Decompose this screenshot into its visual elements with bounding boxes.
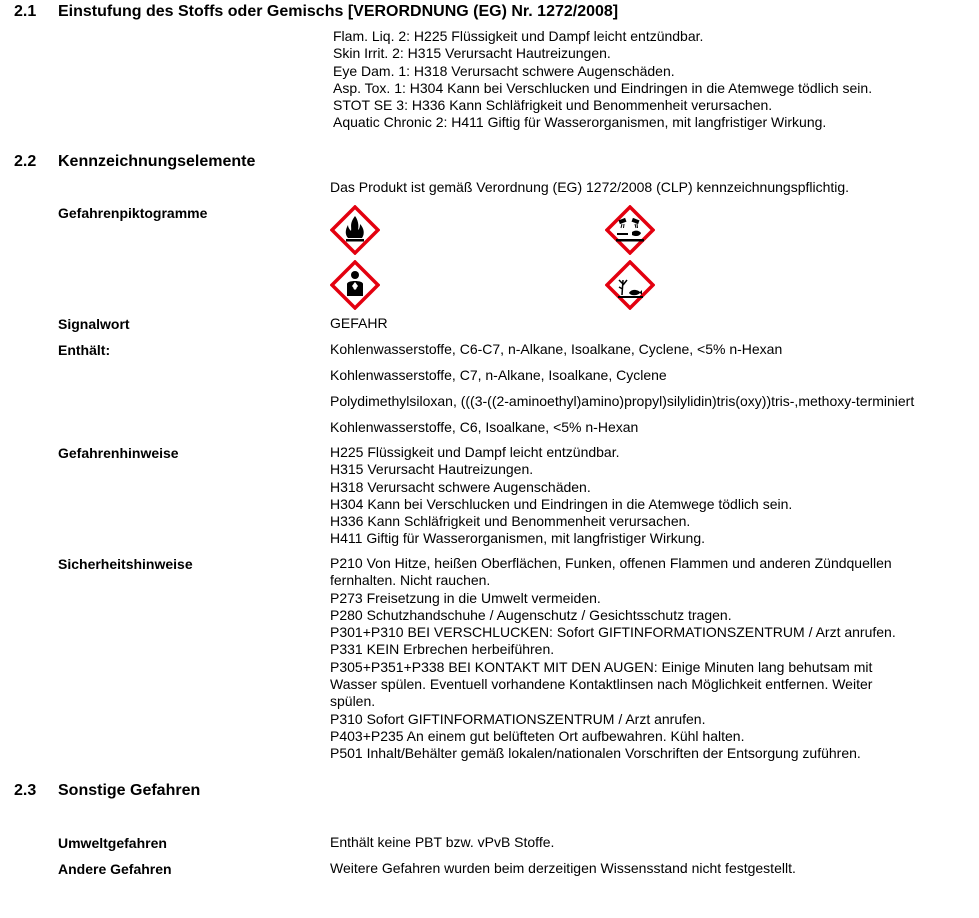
section-2-1-title: Einstufung des Stoffs oder Gemischs [VERORDNUNG (EG) Nr. 1272/2008] xyxy=(58,3,619,20)
precautionary-statement: P301+P310 BEI VERSCHLUCKEN: Sofort GIFTINFORMATIONSZENTRUM / Arzt anrufen. xyxy=(330,624,896,641)
precautionary-statement: spülen. xyxy=(330,693,376,710)
hazard-statement: H336 Kann Schläfrigkeit und Benommenheit verursachen. xyxy=(330,513,691,530)
hazard-statement: H315 Verursacht Hautreizungen. xyxy=(330,461,534,478)
precautionary-statement: P501 Inhalt/Behälter gemäß lokalen/nationalen Vorschriften der Entsorgung zuführen. xyxy=(330,745,861,762)
precautionary-statement: P210 Von Hitze, heißen Oberflächen, Funken, offenen Flammen und anderen Zündquellen xyxy=(330,555,892,571)
contains-item: Polydimethylsiloxan, (((3-((2-aminoethyl)amino)propyl)silylidin)tris(oxy))tris-,methoxy-terminiert xyxy=(330,393,915,409)
ghs-pictogram xyxy=(605,205,655,255)
health-hazard-icon xyxy=(330,260,380,310)
ghs-pictogram xyxy=(330,205,380,255)
section-2-2-number: 2.2 xyxy=(14,153,37,170)
labelling-intro: Das Produkt ist gemäß Verordnung (EG) 1272/2008 (CLP) kennzeichnungspflichtig. xyxy=(330,179,850,195)
environmental-hazards-text: Enthält keine PBT bzw. vPvB Stoffe. xyxy=(330,834,555,850)
contains-label: Enthält: xyxy=(58,342,111,358)
classification-line: Asp. Tox. 1: H304 Kann bei Verschlucken und Eindringen in die Atemwege tödlich sein. xyxy=(333,79,873,96)
signal-word-label: Signalwort xyxy=(58,316,130,332)
hazard-statement: H411 Giftig für Wasserorganismen, mit langfristiger Wirkung. xyxy=(330,530,706,547)
precautionary-statements-list xyxy=(330,555,896,763)
precautionary-statement: fernhalten. Nicht rauchen. xyxy=(330,572,491,589)
pictograms-label: Gefahrenpiktogramme xyxy=(58,205,208,221)
precautionary-statements-label: Sicherheitshinweise xyxy=(58,556,193,572)
precautionary-statement: Wasser spülen. Eventuell vorhandene Kontaktlinsen nach Möglichkeit entfernen. Weiter xyxy=(330,676,873,693)
hazard-statements-list xyxy=(330,444,792,548)
environment-icon xyxy=(605,260,655,310)
precautionary-statement: P331 KEIN Erbrechen herbeiführen. xyxy=(330,641,555,658)
classification-line: Flam. Liq. 2: H225 Flüssigkeit und Dampf leicht entzündbar. xyxy=(333,28,704,44)
hazard-statement: H225 Flüssigkeit und Dampf leicht entzündbar. xyxy=(330,444,620,460)
precautionary-statement: P310 Sofort GIFTINFORMATIONSZENTRUM / Arzt anrufen. xyxy=(330,710,706,727)
other-hazards-text: Weitere Gefahren wurden beim derzeitigen Wissensstand nicht festgestellt. xyxy=(330,860,796,876)
flame-icon xyxy=(330,205,380,255)
classification-line: Eye Dam. 1: H318 Verursacht schwere Augenschäden. xyxy=(333,62,675,79)
precautionary-statement: P273 Freisetzung in die Umwelt vermeiden. xyxy=(330,589,601,606)
environmental-hazards-label: Umweltgefahren xyxy=(58,835,167,851)
ghs-pictogram xyxy=(330,260,380,310)
classification-line: Skin Irrit. 2: H315 Verursacht Hautreizungen. xyxy=(333,45,611,62)
corrosion-icon xyxy=(605,205,655,255)
hazard-statements-label: Gefahrenhinweise xyxy=(58,445,179,461)
contains-item: Kohlenwasserstoffe, C6-C7, n-Alkane, Isoalkane, Cyclene, <5% n-Hexan xyxy=(330,341,783,357)
precautionary-statement: P403+P235 An einem gut belüfteten Ort aufbewahren. Kühl halten. xyxy=(330,727,745,744)
hazard-statement: H304 Kann bei Verschlucken und Eindringen in die Atemwege tödlich sein. xyxy=(330,495,793,512)
signal-word: GEFAHR xyxy=(330,315,388,331)
classification-line: STOT SE 3: H336 Kann Schläfrigkeit und Benommenheit verursachen. xyxy=(333,97,773,114)
contains-item: Kohlenwasserstoffe, C7, n-Alkane, Isoalkane, Cyclene xyxy=(330,367,667,383)
classification-line: Aquatic Chronic 2: H411 Giftig für Wasserorganismen, mit langfristiger Wirkung. xyxy=(333,114,827,131)
section-2-1-number: 2.1 xyxy=(14,3,37,20)
precautionary-statement: P305+P351+P338 BEI KONTAKT MIT DEN AUGEN: Einige Minuten lang behutsam mit xyxy=(330,658,873,675)
hazard-statement: H318 Verursacht schwere Augenschäden. xyxy=(330,478,591,495)
section-2-3-title: Sonstige Gefahren xyxy=(58,782,201,799)
section-2-2-title: Kennzeichnungselemente xyxy=(58,153,256,170)
classification-list xyxy=(333,28,872,132)
section-2-3-number: 2.3 xyxy=(14,782,37,799)
precautionary-statement: P280 Schutzhandschuhe / Augenschutz / Gesichtsschutz tragen. xyxy=(330,606,732,623)
contains-item: Kohlenwasserstoffe, C6, Isoalkane, <5% n-Hexan xyxy=(330,419,639,435)
ghs-pictogram xyxy=(605,260,655,310)
other-hazards-label: Andere Gefahren xyxy=(58,861,172,877)
